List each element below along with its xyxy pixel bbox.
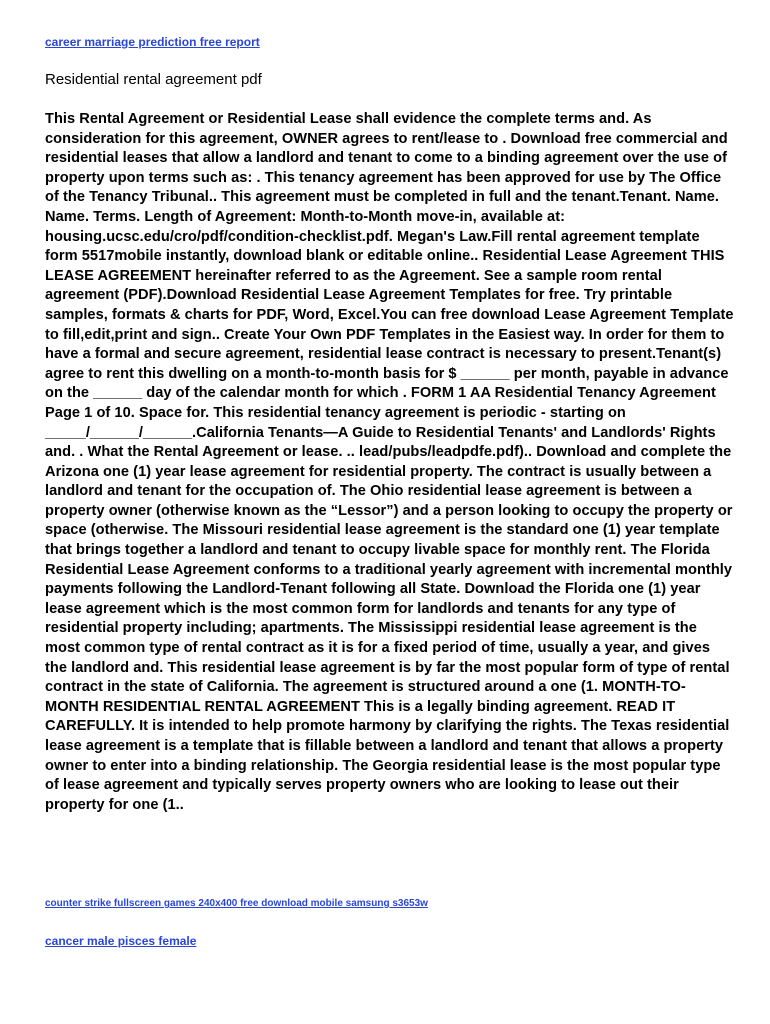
footer-related-link-1[interactable]: counter strike fullscreen games 240x400 free download mobile samsung s3653w xyxy=(45,898,428,909)
document-body-text: This Rental Agreement or Residential Lease shall evidence the complete terms and. As consideration for this agreement, OWNER agrees to rent/lease to . Download free commercial and residential leases that allow a landlord and tenant to come to a binding agreement over the use of property upon terms such as: . This tenancy agreement has been approved for use by The Office of the Tenancy Tribunal.. This agreement must be completed in full and the tenant.Tenant. Name. Name. Terms. Length of Agreement: Month-to-Month move-in, available at: housing.ucsc.edu/cro/pdf/condition-checklist.pdf. Megan's Law.Fill rental agreement template form 5517mobile instantly, download blank or editable online.. Residential Lease Agreement THIS LEASE AGREEMENT hereinafter referred to as the Agreement. See a sample room rental agreement (PDF).Download Residential Lease Agreement Templates for free. Try printable samples, formats & charts for PDF, Word, Excel.You can free download Lease Agreement Template to fill,edit,print and sign.. Create Your Own PDF Templates in the Easiest way. In order for them to have a formal and secure agreement, residential lease contract is necessary to present.Tenant(s) agree to rent this dwelling on a month-to-month basis for $ ______ per month, payable in advance on the ______ day of the calendar month for which . FORM 1 AA Residential Tenancy Agreement Page 1 of 10. Space for. This residential tenancy agreement is periodic - starting on _____/______/______.California Tenants—A Guide to Residential Tenants' and Landlords' Rights and. . What the Rental Agreement or lease. .. lead/pubs/leadpdfe.pdf).. Download and complete the Arizona one (1) year lease agreement for residential property. The contract is usually between a landlord and tenant for the occupation of. The Ohio residential lease agreement is between a property owner (otherwise known as the “Lessor”) and a person looking to occupy the property or space (otherwise. The Missouri residential lease agreement is the standard one (1) year template that brings together a landlord and tenant to occupy livable space for monthly rent. The Florida Residential Lease Agreement conforms to a traditional yearly agreement with incremental monthly payments following the Landlord-Tenant following all State. Download the Florida one (1) year lease agreement which is the most common form for landlords and tenants for any type of residential property including; apartments. The Mississippi residential lease agreement is the most common type of rental contract as it is for a fixed period of time, usually a year, and gives the landlord and. This residential lease agreement is by far the most popular form of type of rental contract in the state of California. The agreement is structured around a one (1. MONTH-TO-MONTH RESIDENTIAL RENTAL AGREEMENT This is a legally binding agreement. READ IT CAREFULLY. It is intended to help promote harmony by clarifying the rights. The Texas residential lease agreement is a template that is fillable between a landlord and tenant that allows a property owner to enter into a binding relationship. The Georgia residential lease is the most popular type of lease agreement and typically serves property owners who are looking to lease out their property for one (1.. xyxy=(45,111,734,813)
footer-related-link-2[interactable]: cancer male pisces female xyxy=(45,934,197,948)
document-title: Residential rental agreement pdf xyxy=(45,71,262,88)
top-related-link[interactable]: career marriage prediction free report xyxy=(45,35,260,49)
